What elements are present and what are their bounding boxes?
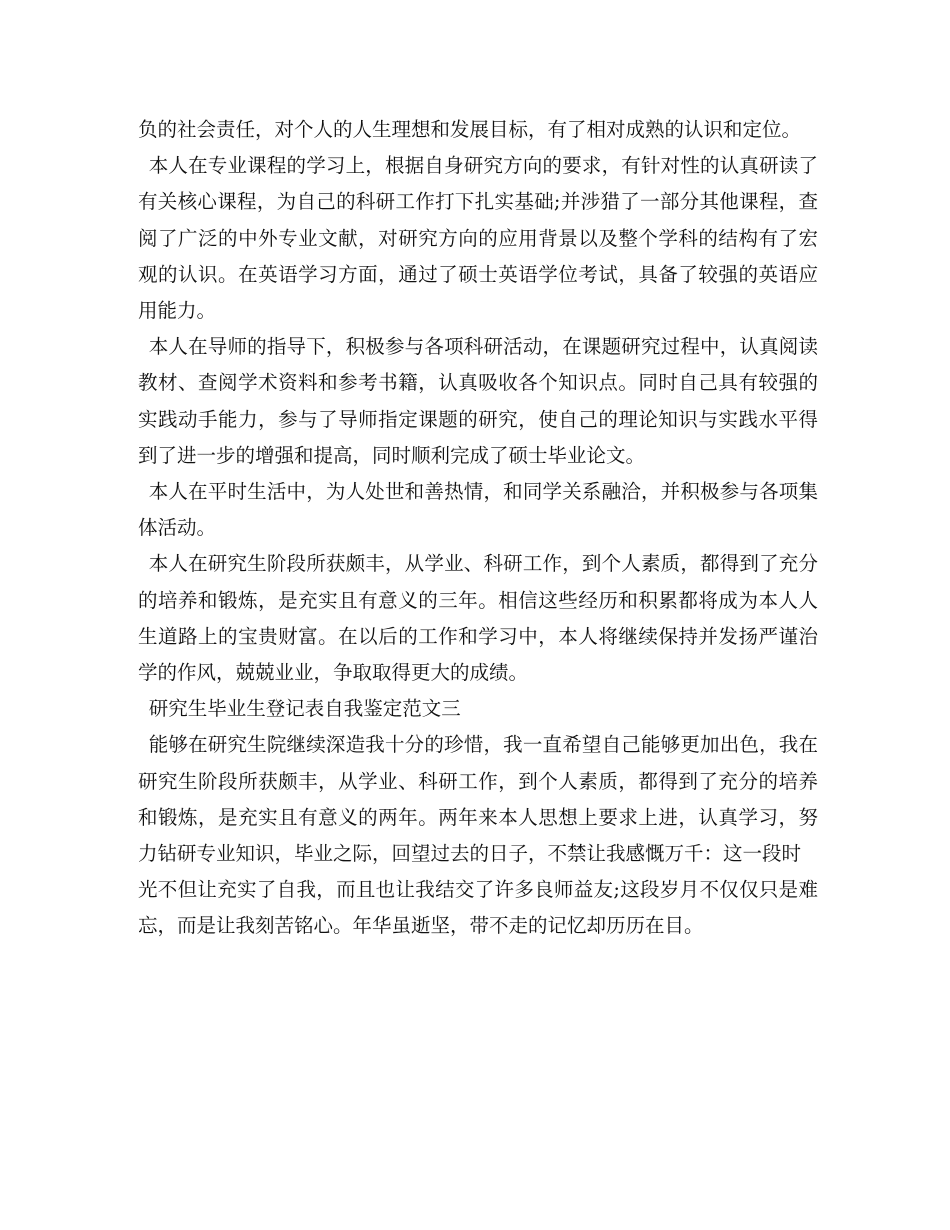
paragraph-continuation: 负的社会责任，对个人的人生理想和发展目标，有了相对成熟的认识和定位。 [138, 118, 802, 141]
paragraph-sample-three-cont: 光不但让充实了自我，而且也让我结交了许多良师益友;这段岁月不仅仅只是难忘，而是让我刻苦铭心。年华虽逝坚，带不走的记忆却历历在目。 [138, 878, 818, 938]
paragraph-daily-life: 本人在平时生活中，为人处世和善热情，和同学关系融洽，并积极参与各项集体活动。 [138, 480, 818, 540]
paragraph-coursework: 本人在专业课程的学习上，根据自身研究方向的要求，有针对性的认真研读了有关核心课程，为自己的科研工作打下扎实基础;并涉猎了一部分其他课程，查阅了广泛的中外专业文献，对研究方向的应用背景以及整个学科的结构有了宏观的认识。在英语学习方面，通过了硕士英语学位考试，具备了较强的英语应用能力。 [138, 154, 818, 323]
paragraph-research: 本人在导师的指导下，积极参与各项科研活动，在课题研究过程中，认真阅读教材、查阅学术资料和参考书籍，认真吸收各个知识点。同时自己具有较强的实践动手能力，参与了导师指定课题的研究，使自己的理论知识与实践水平得到了进一步的增强和提高，同时顺利完成了硕士毕业论文。 [138, 335, 818, 467]
paragraph-summary: 本人在研究生阶段所获颇丰，从学业、科研工作，到个人素质，都得到了充分的培养和锻炼，是充实且有意义的三年。相信这些经历和积累都将成为本人人生道路上的宝贵财富。在以后的工作和学习中，本人将继续保持并发扬严谨治学的作风，兢兢业业，争取取得更大的成绩。 [138, 552, 818, 685]
document-page [138, 112, 818, 945]
section-heading: 研究生毕业生登记表自我鉴定范文三 [148, 697, 461, 721]
paragraph-sample-three: 能够在研究生院继续深造我十分的珍惜，我一直希望自己能够更加出色，我在研究生阶段所获颇丰，从学业、科研工作，到个人素质，都得到了充分的培养和锻炼，是充实且有意义的两年。两年来本人思想上要求上进，认真学习，努力钻研专业知识，毕业之际，回望过去的日子，不禁让我感慨万千：这一段时 [138, 733, 818, 866]
